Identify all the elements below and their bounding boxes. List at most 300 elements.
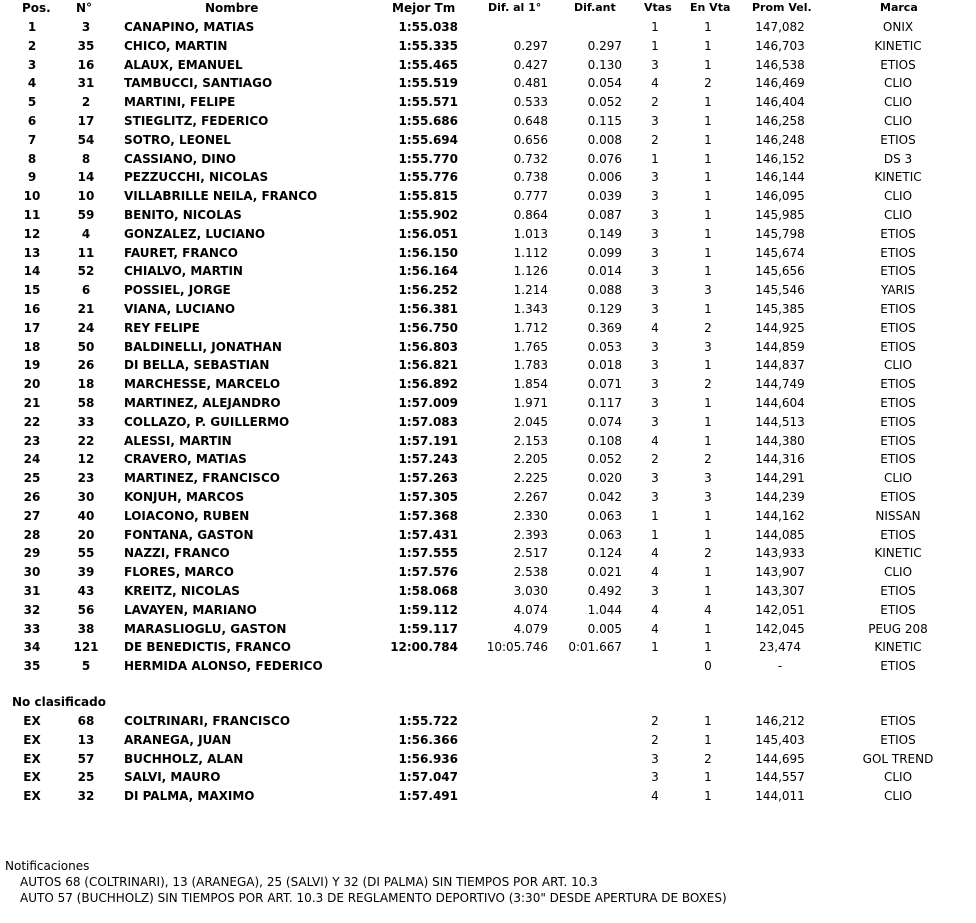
cell-name: CHICO, MARTIN (124, 38, 228, 53)
cell-name: MARTINI, FELIPE (124, 95, 236, 110)
cell-name: MARASLIOGLU, GASTON (124, 621, 287, 636)
cell-avg-speed: 144,513 (755, 414, 805, 429)
cell-name: LOIACONO, RUBEN (124, 508, 250, 523)
cell-num: 2 (81, 95, 91, 110)
table-row (0, 262, 976, 281)
cell-pos: 21 (23, 395, 41, 410)
cell-pos: 27 (23, 508, 41, 523)
cell-avg-speed: 144,859 (755, 339, 805, 354)
cell-pos: 24 (23, 452, 41, 467)
cell-best-time: 1:57.368 (398, 508, 458, 523)
cell-avg-speed: 146,212 (755, 714, 805, 728)
cell-dif-prev: 0.006 (587, 170, 622, 185)
cell-avg-speed: 146,258 (755, 113, 805, 128)
cell-brand: CLIO (883, 471, 913, 486)
cell-avg-speed: 145,403 (755, 732, 805, 747)
table-row (0, 638, 976, 657)
cell-avg-speed: 145,798 (755, 226, 805, 241)
cell-num: 4 (81, 226, 91, 241)
cell-best-time: 1:56.051 (398, 226, 458, 241)
cell-best-time: 1:57.491 (398, 789, 458, 804)
table-row (0, 375, 976, 394)
cell-avg-speed: 145,546 (755, 283, 805, 298)
cell-brand: ETIOS (880, 659, 916, 674)
cell-num: 50 (77, 339, 95, 354)
cell-best-time: 1:56.164 (398, 264, 458, 279)
cell-avg-speed: 144,291 (755, 471, 805, 486)
cell-dif-first: 1.126 (513, 264, 548, 279)
cell-laps: 3 (651, 207, 659, 222)
notification-line: AUTOS 68 (COLTRINARI), 13 (ARANEGA), 25 (SALVI) Y 32 (DI PALMA) SIN TIEMPOS POR ART. 10.3 (20, 875, 598, 889)
cell-num: 17 (77, 113, 95, 128)
cell-laps: 3 (651, 113, 659, 128)
cell-avg-speed: 143,933 (755, 546, 805, 561)
cell-laps: 3 (651, 377, 659, 392)
cell-best-time: 1:56.892 (398, 377, 458, 392)
cell-on-lap: 1 (704, 38, 712, 53)
cell-dif-prev: 0.088 (587, 283, 622, 298)
cell-dif-prev: 0.087 (587, 207, 622, 222)
cell-dif-first: 2.267 (513, 489, 548, 504)
cell-laps: 2 (651, 95, 659, 110)
cell-pos: 23 (23, 433, 41, 448)
cell-num: 54 (77, 132, 95, 147)
cell-on-lap: 1 (704, 264, 712, 279)
cell-best-time: 1:55.902 (398, 207, 458, 222)
cell-pos: 11 (23, 207, 41, 222)
cell-on-lap: 1 (704, 151, 712, 166)
cell-laps: 1 (651, 38, 659, 53)
cell-laps: 4 (651, 789, 659, 804)
cell-num: 14 (77, 170, 95, 185)
table-row (0, 394, 976, 413)
cell-avg-speed: 146,248 (755, 132, 805, 147)
table-row (0, 469, 976, 488)
cell-best-time: 1:57.047 (398, 770, 458, 785)
cell-pos: 8 (27, 151, 37, 166)
cell-name: BALDINELLI, JONATHAN (124, 339, 282, 354)
cell-pos: 22 (23, 414, 41, 429)
results-table (0, 18, 976, 676)
cell-avg-speed: 142,051 (755, 602, 805, 617)
cell-laps: 3 (651, 395, 659, 410)
cell-laps: 4 (651, 602, 659, 617)
cell-num: 33 (77, 414, 95, 429)
header-envta: En Vta (690, 1, 731, 14)
cell-num: 121 (73, 640, 99, 655)
cell-laps: 3 (651, 189, 659, 204)
table-row (0, 319, 976, 338)
table-row (0, 432, 976, 451)
cell-dif-prev: 0.014 (587, 264, 622, 279)
cell-best-time: 1:56.803 (398, 339, 458, 354)
cell-name: LAVAYEN, MARIANO (124, 602, 257, 617)
cell-avg-speed: 144,695 (755, 751, 805, 766)
cell-brand: KINETIC (874, 640, 922, 655)
cell-brand: CLIO (883, 95, 913, 110)
cell-laps: 3 (651, 770, 659, 785)
cell-laps: 1 (651, 527, 659, 542)
cell-brand: ETIOS (880, 452, 916, 467)
notifications (5, 858, 727, 906)
table-row (0, 657, 976, 676)
cell-pos: EX (23, 770, 41, 785)
cell-avg-speed: 144,239 (755, 489, 805, 504)
cell-num: 5 (81, 659, 91, 674)
cell-best-time: 1:55.770 (398, 151, 458, 166)
cell-num: 31 (77, 76, 95, 91)
cell-avg-speed: 146,404 (755, 95, 805, 110)
cell-name: FAURET, FRANCO (124, 245, 238, 260)
cell-dif-prev: 0.129 (587, 301, 622, 316)
cell-avg-speed: 146,095 (755, 189, 805, 204)
cell-avg-speed: 145,985 (755, 207, 805, 222)
cell-best-time: 1:59.117 (398, 621, 458, 636)
cell-brand: ETIOS (880, 320, 916, 335)
cell-brand: CLIO (883, 770, 913, 785)
cell-laps: 4 (651, 320, 659, 335)
cell-dif-first: 3.030 (513, 583, 548, 598)
cell-best-time: 1:56.381 (398, 301, 458, 316)
table-row (0, 244, 976, 263)
cell-best-time: 1:55.686 (398, 113, 458, 128)
cell-laps: 2 (651, 714, 659, 728)
cell-pos: 1 (27, 20, 37, 34)
cell-laps: 4 (651, 546, 659, 561)
cell-brand: GOL TREND (862, 751, 934, 766)
cell-dif-prev: 0.071 (587, 377, 622, 392)
cell-on-lap: 3 (704, 489, 712, 504)
cell-best-time: 1:57.431 (398, 527, 458, 542)
cell-avg-speed: - (777, 659, 783, 674)
cell-dif-first: 0.648 (513, 113, 548, 128)
header-pos: Pos. (22, 1, 51, 15)
cell-name: NAZZI, FRANCO (124, 546, 230, 561)
cell-num: 35 (77, 38, 95, 53)
cell-name: POSSIEL, JORGE (124, 283, 231, 298)
cell-best-time: 1:55.694 (398, 132, 458, 147)
cell-dif-first: 0.481 (513, 76, 548, 91)
cell-on-lap: 0 (704, 659, 712, 674)
cell-name: DI PALMA, MAXIMO (124, 789, 255, 804)
cell-laps: 3 (651, 264, 659, 279)
cell-on-lap: 1 (704, 301, 712, 316)
cell-num: 6 (81, 283, 91, 298)
cell-brand: CLIO (883, 565, 913, 580)
table-row (0, 168, 976, 187)
cell-num: 20 (77, 527, 95, 542)
cell-on-lap: 1 (704, 170, 712, 185)
header-best: Mejor Tm (392, 1, 456, 15)
cell-dif-first: 2.517 (513, 546, 548, 561)
table-row (0, 18, 976, 37)
cell-pos: 34 (23, 640, 41, 655)
cell-best-time: 1:55.815 (398, 189, 458, 204)
cell-name: KREITZ, NICOLAS (124, 583, 240, 598)
cell-brand: PEUG 208 (868, 621, 928, 636)
cell-dif-first: 2.153 (513, 433, 548, 448)
cell-name: VIANA, LUCIANO (124, 301, 236, 316)
cell-best-time: 1:55.776 (398, 170, 458, 185)
cell-num: 58 (77, 395, 95, 410)
table-row (0, 620, 976, 639)
cell-on-lap: 1 (704, 20, 712, 34)
cell-dif-first: 1.343 (513, 301, 548, 316)
cell-laps: 1 (651, 151, 659, 166)
cell-best-time: 1:57.263 (398, 471, 458, 486)
cell-on-lap: 2 (704, 751, 712, 766)
cell-dif-first: 10:05.746 (486, 640, 548, 655)
cell-on-lap: 1 (704, 714, 712, 728)
cell-dif-prev: 0.018 (587, 358, 622, 373)
cell-num: 59 (77, 207, 95, 222)
cell-name: FONTANA, GASTON (124, 527, 254, 542)
cell-dif-first: 4.079 (513, 621, 548, 636)
cell-pos: 13 (23, 245, 41, 260)
cell-best-time: 1:55.519 (398, 76, 458, 91)
cell-num: 12 (77, 452, 95, 467)
cell-dif-first: 1.013 (513, 226, 548, 241)
cell-best-time: 1:55.722 (398, 714, 458, 728)
cell-on-lap: 3 (704, 339, 712, 354)
cell-pos: EX (23, 751, 41, 766)
cell-num: 40 (77, 508, 95, 523)
cell-brand: CLIO (883, 76, 913, 91)
cell-best-time: 1:57.305 (398, 489, 458, 504)
cell-best-time: 1:58.068 (398, 583, 458, 598)
table-row (0, 37, 976, 56)
cell-avg-speed: 146,538 (755, 57, 805, 72)
cell-pos: EX (23, 789, 41, 804)
cell-avg-speed: 145,656 (755, 264, 805, 279)
cell-dif-first: 1.112 (513, 245, 548, 260)
cell-dif-first: 4.074 (513, 602, 548, 617)
cell-best-time: 1:59.112 (398, 602, 458, 617)
cell-brand: ETIOS (880, 339, 916, 354)
cell-dif-first: 0.738 (513, 170, 548, 185)
cell-num: 11 (77, 245, 95, 260)
cell-avg-speed: 144,557 (755, 770, 805, 785)
cell-brand: KINETIC (874, 546, 922, 561)
cell-brand: ETIOS (880, 264, 916, 279)
table-row (0, 338, 976, 357)
table-row (0, 731, 976, 750)
cell-avg-speed: 145,385 (755, 301, 805, 316)
cell-name: CASSIANO, DINO (124, 151, 236, 166)
table-row (0, 150, 976, 169)
cell-name: BUCHHOLZ, ALAN (124, 751, 244, 766)
cell-dif-prev: 0.063 (587, 527, 622, 542)
cell-laps: 1 (651, 508, 659, 523)
cell-pos: 2 (27, 38, 37, 53)
cell-best-time: 1:57.009 (398, 395, 458, 410)
cell-brand: KINETIC (874, 38, 922, 53)
cell-dif-first: 2.538 (513, 565, 548, 580)
cell-num: 30 (77, 489, 95, 504)
cell-avg-speed: 142,045 (755, 621, 805, 636)
table-row (0, 450, 976, 469)
table-row (0, 768, 976, 787)
cell-best-time: 1:56.366 (398, 732, 458, 747)
header-marca: Marca (880, 1, 918, 14)
cell-name: MARTINEZ, FRANCISCO (124, 471, 280, 486)
cell-laps: 4 (651, 433, 659, 448)
table-row (0, 750, 976, 769)
cell-num: 13 (77, 732, 95, 747)
cell-on-lap: 1 (704, 640, 712, 655)
cell-dif-prev: 0.039 (587, 189, 622, 204)
cell-name: MARCHESSE, MARCELO (124, 377, 281, 392)
cell-num: 25 (77, 770, 95, 785)
cell-name: COLLAZO, P. GUILLERMO (124, 414, 290, 429)
cell-pos: 33 (23, 621, 41, 636)
cell-num: 10 (77, 189, 95, 204)
cell-brand: ETIOS (880, 489, 916, 504)
cell-avg-speed: 146,144 (755, 170, 805, 185)
cell-dif-first: 2.225 (513, 471, 548, 486)
cell-best-time: 1:56.252 (398, 283, 458, 298)
table-row (0, 131, 976, 150)
cell-laps: 3 (651, 358, 659, 373)
header-name: Nombre (205, 1, 259, 15)
cell-pos: 9 (27, 170, 37, 185)
cell-laps: 4 (651, 76, 659, 91)
excluded-table (0, 712, 976, 806)
cell-name: BENITO, NICOLAS (124, 207, 242, 222)
cell-best-time: 1:57.191 (398, 433, 458, 448)
table-row (0, 582, 976, 601)
cell-brand: ETIOS (880, 714, 916, 728)
cell-pos: 19 (23, 358, 41, 373)
cell-brand: ETIOS (880, 414, 916, 429)
header-dif1: Dif. al 1° (488, 1, 542, 14)
cell-brand: CLIO (883, 789, 913, 804)
cell-avg-speed: 144,085 (755, 527, 805, 542)
cell-best-time: 1:57.083 (398, 414, 458, 429)
cell-on-lap: 1 (704, 95, 712, 110)
cell-pos: 30 (23, 565, 41, 580)
cell-dif-first: 1.765 (513, 339, 548, 354)
cell-laps: 4 (651, 565, 659, 580)
cell-name: GONZALEZ, LUCIANO (124, 226, 266, 241)
cell-dif-prev: 1.044 (587, 602, 622, 617)
cell-name: DE BENEDICTIS, FRANCO (124, 640, 291, 655)
cell-brand: ETIOS (880, 377, 916, 392)
cell-avg-speed: 144,837 (755, 358, 805, 373)
cell-name: CANAPINO, MATIAS (124, 20, 255, 34)
cell-dif-first: 1.783 (513, 358, 548, 373)
cell-dif-prev: 0.052 (587, 95, 622, 110)
cell-pos: 18 (23, 339, 41, 354)
cell-on-lap: 1 (704, 132, 712, 147)
cell-name: CRAVERO, MATIAS (124, 452, 247, 467)
cell-brand: ETIOS (880, 732, 916, 747)
cell-num: 39 (77, 565, 95, 580)
table-row (0, 74, 976, 93)
cell-best-time: 1:56.150 (398, 245, 458, 260)
cell-brand: ETIOS (880, 245, 916, 260)
cell-best-time: 1:55.335 (398, 38, 458, 53)
cell-brand: ETIOS (880, 301, 916, 316)
cell-laps: 3 (651, 414, 659, 429)
cell-on-lap: 1 (704, 358, 712, 373)
table-row (0, 544, 976, 563)
cell-laps: 3 (651, 57, 659, 72)
cell-dif-first: 0.427 (513, 57, 548, 72)
cell-dif-prev: 0.053 (587, 339, 622, 354)
cell-brand: NISSAN (875, 508, 921, 523)
cell-laps: 2 (651, 732, 659, 747)
cell-best-time: 12:00.784 (390, 640, 458, 655)
cell-avg-speed: 147,082 (755, 20, 805, 34)
cell-best-time: 1:56.821 (398, 358, 458, 373)
cell-pos: 6 (27, 113, 37, 128)
cell-on-lap: 1 (704, 226, 712, 241)
cell-dif-prev: 0.005 (587, 621, 622, 636)
cell-on-lap: 1 (704, 770, 712, 785)
cell-num: 3 (81, 20, 91, 34)
cell-brand: YARIS (880, 283, 916, 298)
cell-on-lap: 1 (704, 57, 712, 72)
cell-on-lap: 1 (704, 732, 712, 747)
table-row (0, 206, 976, 225)
cell-num: 26 (77, 358, 95, 373)
cell-pos: 29 (23, 546, 41, 561)
table-row (0, 93, 976, 112)
cell-best-time: 1:55.465 (398, 57, 458, 72)
cell-on-lap: 1 (704, 189, 712, 204)
cell-num: 55 (77, 546, 95, 561)
table-row (0, 712, 976, 731)
cell-pos: 31 (23, 583, 41, 598)
cell-dif-prev: 0.076 (587, 151, 622, 166)
cell-on-lap: 1 (704, 414, 712, 429)
cell-dif-prev: 0.124 (587, 546, 622, 561)
cell-brand: KINETIC (874, 170, 922, 185)
cell-dif-first: 0.297 (513, 38, 548, 53)
cell-avg-speed: 144,925 (755, 320, 805, 335)
cell-pos: 17 (23, 320, 41, 335)
cell-on-lap: 2 (704, 320, 712, 335)
cell-pos: 20 (23, 377, 41, 392)
cell-dif-first: 0.656 (513, 132, 548, 147)
table-row (0, 413, 976, 432)
cell-num: 21 (77, 301, 95, 316)
cell-dif-prev: 0.063 (587, 508, 622, 523)
table-row (0, 563, 976, 582)
cell-on-lap: 1 (704, 245, 712, 260)
cell-dif-first: 2.393 (513, 527, 548, 542)
cell-pos: EX (23, 714, 41, 728)
cell-pos: 35 (23, 659, 41, 674)
cell-brand: ETIOS (880, 583, 916, 598)
table-row (0, 112, 976, 131)
cell-name: CHIALVO, MARTIN (124, 264, 243, 279)
cell-pos: 3 (27, 57, 37, 72)
cell-dif-first: 0.533 (513, 95, 548, 110)
cell-on-lap: 1 (704, 565, 712, 580)
cell-dif-prev: 0.008 (587, 132, 622, 147)
header-difant: Dif.ant (574, 1, 616, 14)
cell-num: 16 (77, 57, 95, 72)
cell-name: TAMBUCCI, SANTIAGO (124, 76, 273, 91)
cell-pos: 16 (23, 301, 41, 316)
cell-on-lap: 1 (704, 621, 712, 636)
table-row (0, 300, 976, 319)
cell-dif-prev: 0.042 (587, 489, 622, 504)
cell-avg-speed: 144,380 (755, 433, 805, 448)
cell-laps: 3 (651, 301, 659, 316)
